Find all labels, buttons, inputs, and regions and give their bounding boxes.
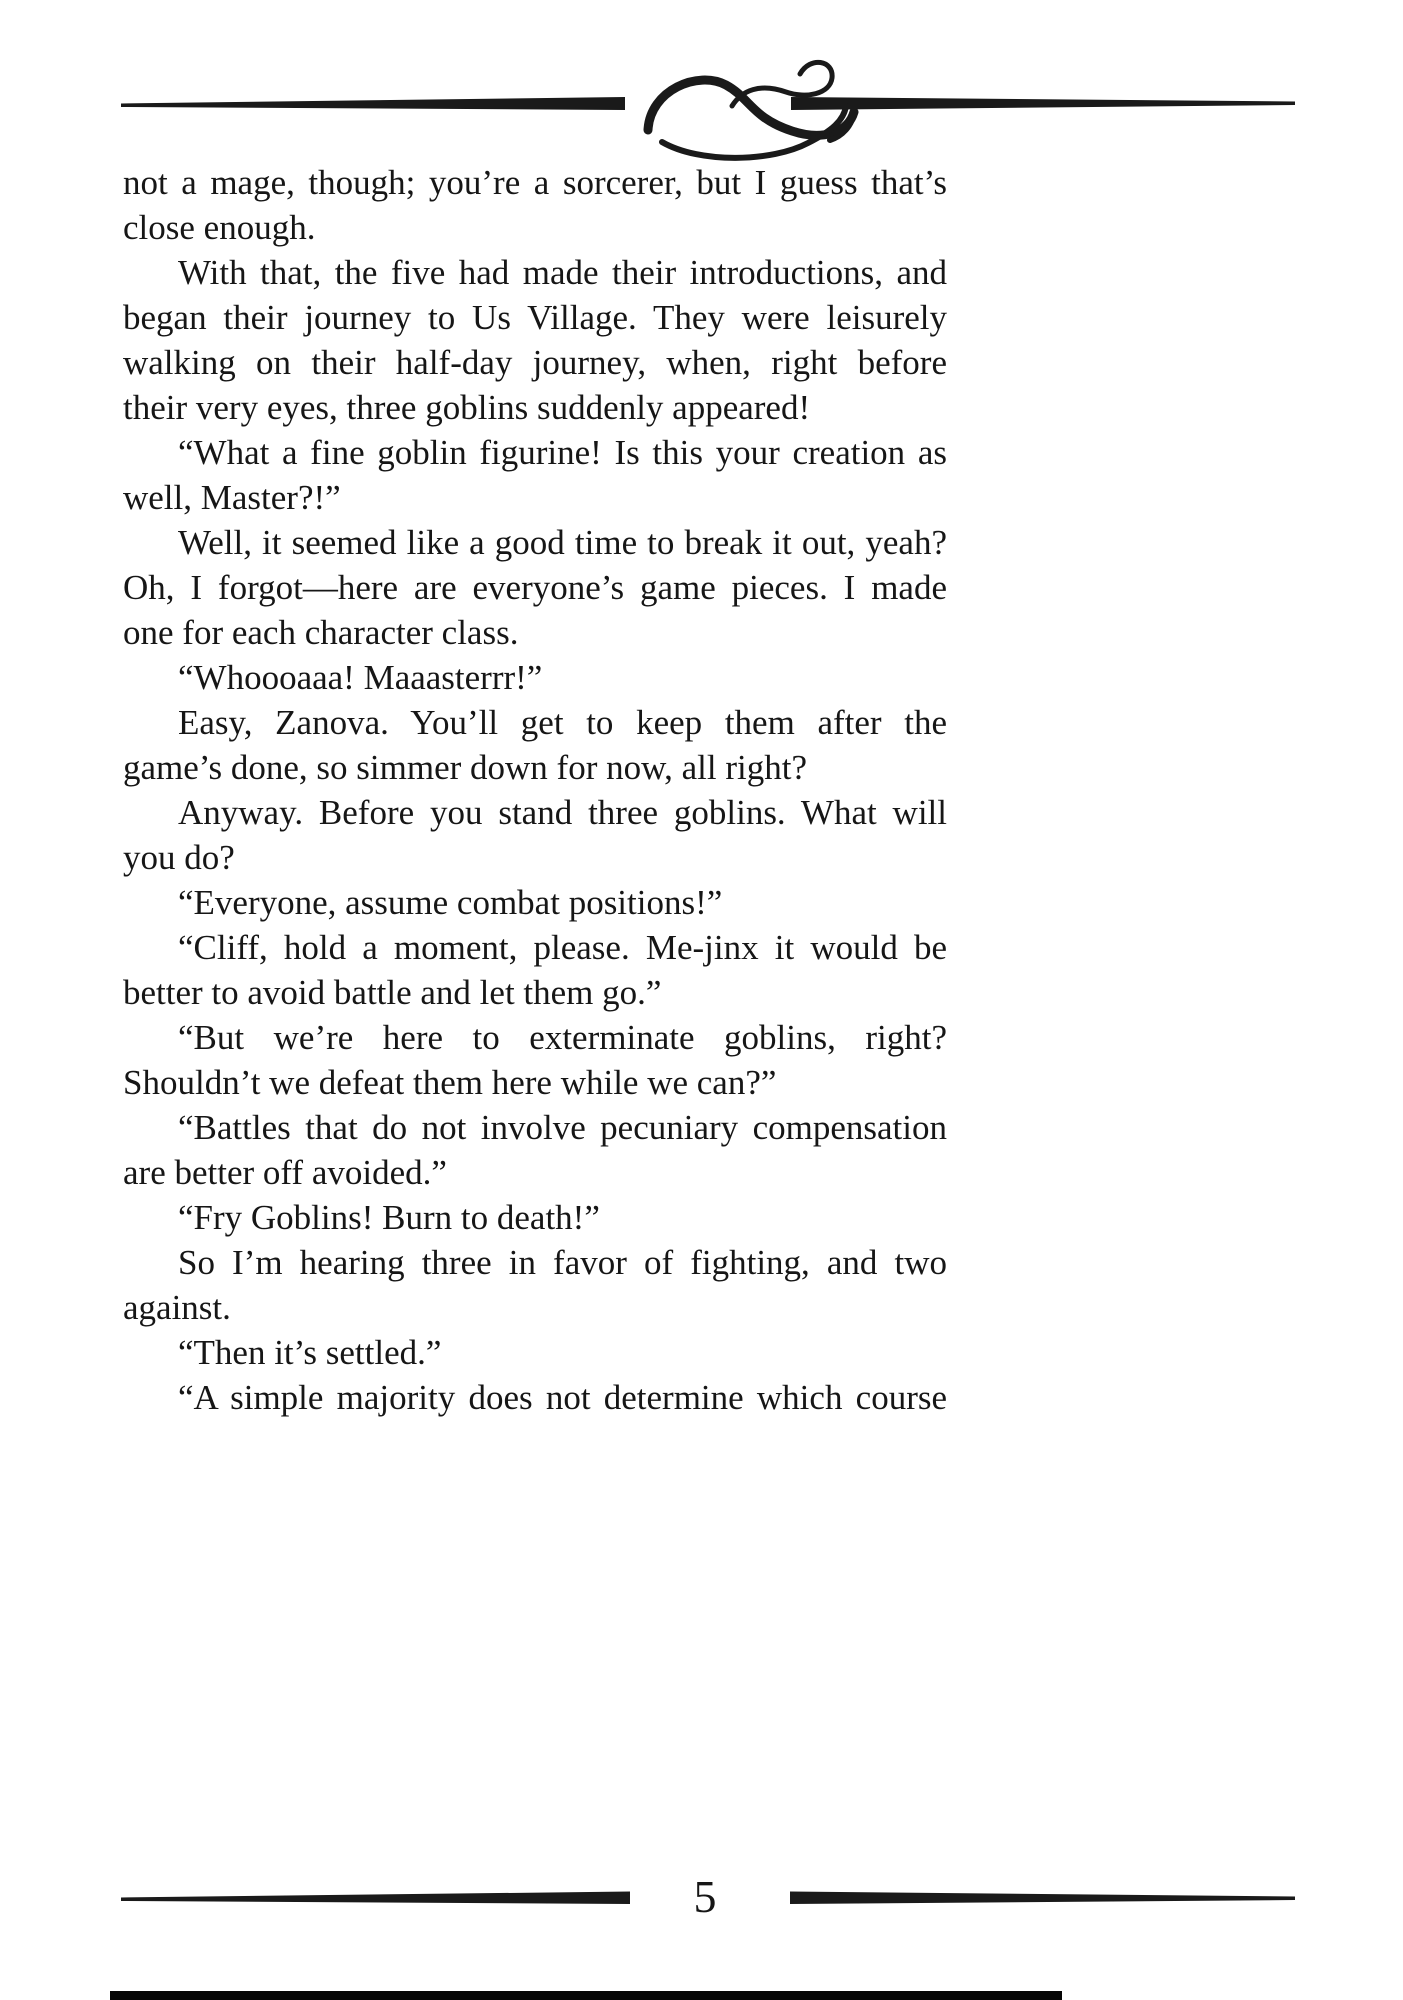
header-rule-left — [121, 97, 625, 110]
text-line: “What a fine goblin figurine! Is this your creation as — [178, 433, 947, 472]
text-line: better to avoid battle and let them go.” — [123, 973, 662, 1012]
text-line: against. — [123, 1288, 231, 1327]
text-line: not a mage, though; you’re a sorcerer, but I guess that’s — [123, 163, 947, 202]
text-line: Easy, Zanova. You’ll get to keep them after the — [178, 703, 947, 742]
text-line: “Cliff, hold a moment, please. Me-jinx it would be — [178, 928, 947, 967]
bottom-edge-bar — [110, 1991, 1062, 2000]
text-line: “Fry Goblins! Burn to death!” — [178, 1198, 600, 1237]
text-line: began their journey to Us Village. They were leisurely — [123, 298, 947, 337]
text-line: “Whoooaaa! Maaasterrr!” — [178, 658, 543, 697]
text-line: “Then it’s settled.” — [178, 1333, 442, 1372]
text-line: Well, it seemed like a good time to break it out, yeah? — [178, 523, 947, 562]
text-line: one for each character class. — [123, 613, 519, 652]
text-line: “Battles that do not involve pecuniary compensation — [178, 1108, 947, 1147]
text-line: “Everyone, assume combat positions!” — [178, 883, 723, 922]
footer-rule-left — [121, 1892, 630, 1905]
text-line: are better off avoided.” — [123, 1153, 447, 1192]
text-line: you do? — [123, 838, 235, 877]
text-line: game’s done, so simmer down for now, all right? — [123, 748, 807, 787]
text-line: So I’m hearing three in favor of fighting, and two — [178, 1243, 947, 1282]
page-text — [123, 160, 947, 1420]
header-divider — [0, 30, 1403, 170]
page-number: 5 — [693, 1871, 717, 1922]
text-line: their very eyes, three goblins suddenly appeared! — [123, 388, 811, 427]
text-line: “But we’re here to exterminate goblins, right? — [178, 1018, 947, 1057]
text-line: close enough. — [123, 208, 316, 247]
text-line: With that, the five had made their introductions, and — [178, 253, 947, 292]
header-rule-right — [791, 97, 1295, 110]
text-line: “A simple majority does not determine which course — [178, 1378, 947, 1417]
text-line: Anyway. Before you stand three goblins. What will — [178, 793, 947, 832]
text-line: Shouldn’t we defeat them here while we can?” — [123, 1063, 777, 1102]
footer-rule-right — [790, 1892, 1295, 1905]
text-line: well, Master?!” — [123, 478, 341, 517]
flourish-icon — [648, 62, 854, 158]
text-line: walking on their half-day journey, when, right before — [123, 343, 947, 382]
text-line: Oh, I forgot—here are everyone’s game pieces. I made — [123, 568, 947, 607]
